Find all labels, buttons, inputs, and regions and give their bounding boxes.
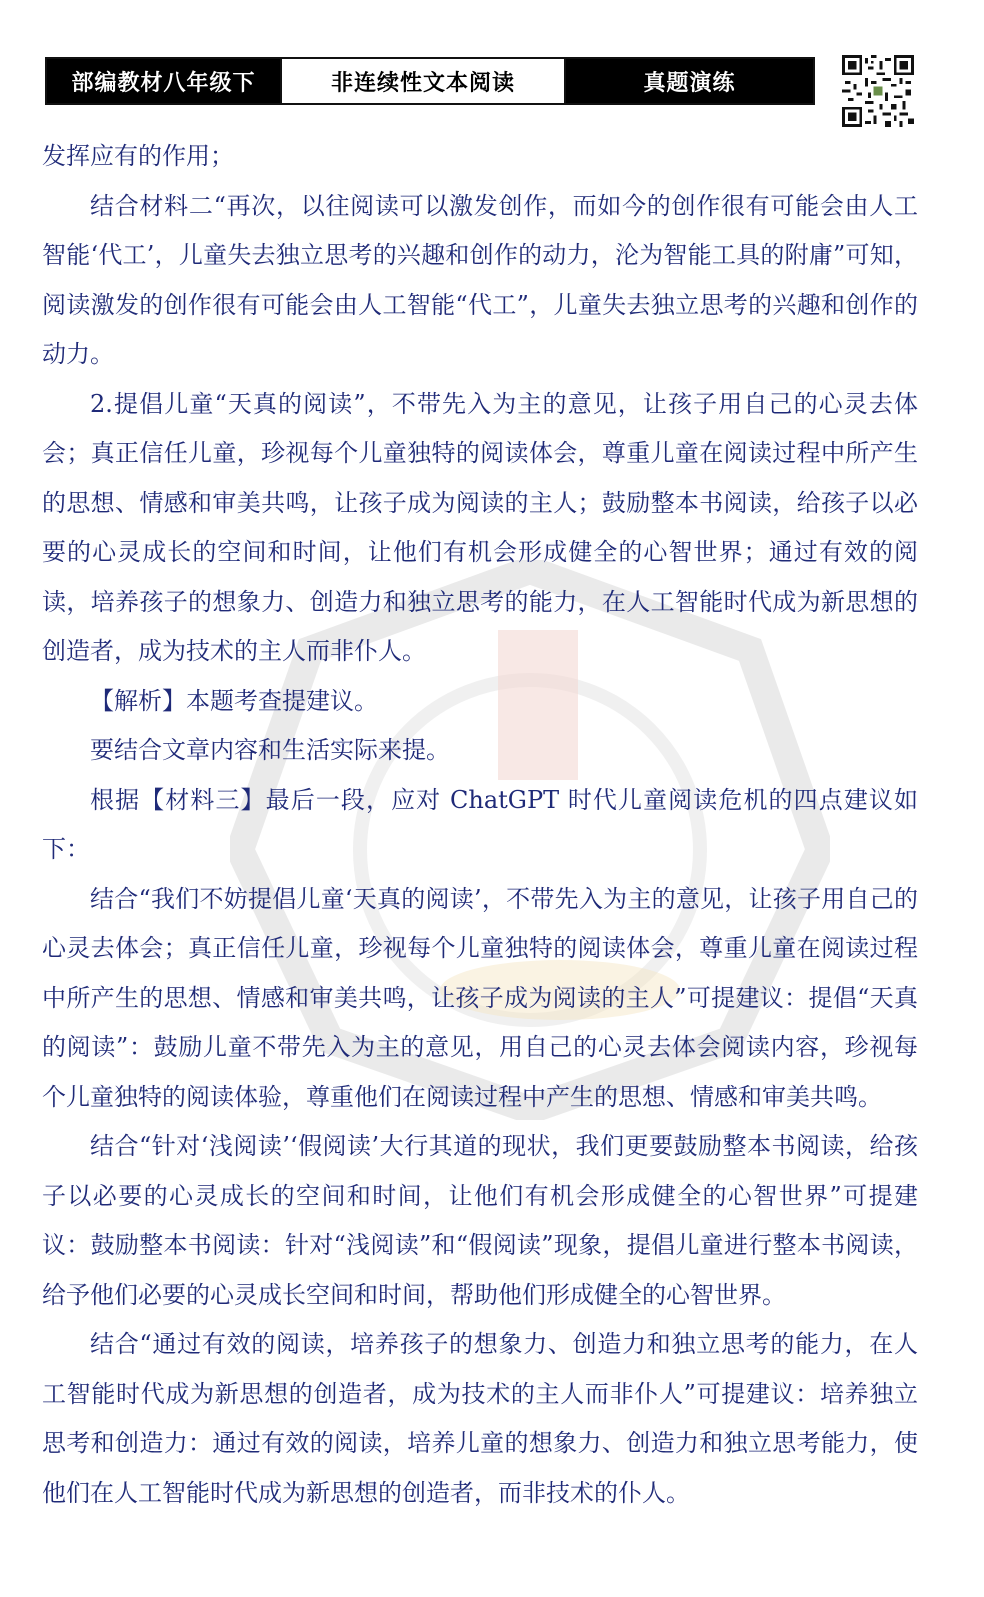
header-bar (45, 57, 815, 105)
paragraph: 2.提倡儿童“天真的阅读”，不带先入为主的意见，让孩子用自己的心灵去体会；真正信任儿童，珍视每个儿童独特的阅读体会，尊重儿童在阅读过程中所产生的思想、情感和审美共鸣，让孩子成为阅读的主人；鼓励整本书阅读，给孩子以必要的心灵成长的空间和时间，让他们有机会形成健全的心智世界；通过有效的阅读，培养孩子的想象力、创造力和独立思考的能力，在人工智能时代成为新思想的创造者，成为技术的主人而非仆人。 (42, 389, 918, 665)
header-topic-label: 非连续性文本阅读 (280, 59, 566, 103)
paragraph: 结合“我们不妨提倡儿童‘天真的阅读’，不带先入为主的意见，让孩子用自己的心灵去体会；真正信任儿童，珍视每个儿童独特的阅读体会，尊重儿童在阅读过程中所产生的思想、情感和审美共鸣，让孩子成为阅读的主人”可提建议：提倡“天真的阅读”：鼓励儿童不带先入为主的意见，用自己的心灵去体会阅读内容，珍视每个儿童独特的阅读体验，尊重他们在阅读过程中产生的思想、情感和审美共鸣。 (42, 884, 918, 1111)
paragraph: 要结合文章内容和生活实际来提。 (90, 736, 450, 764)
document-body (42, 132, 918, 1518)
paragraph: 结合“通过有效的阅读，培养孩子的想象力、创造力和独立思考的能力，在人工智能时代成为新思想的创造者，成为技术的主人而非仆人”可提建议：培养独立思考和创造力：通过有效的阅读，培养儿童的想象力、创造力和独立思考能力，使他们在人工智能时代成为新思想的创造者，而非技术的仆人。 (42, 1330, 918, 1507)
analysis-heading: 【解析】本题考查提建议。 (90, 686, 378, 715)
paragraph: 结合材料二“再次，以往阅读可以激发创作，而如今的创作很有可能会由人工智能‘代工’，儿童失去独立思考的兴趣和创作的动力，沦为智能工具的附庸”可知，阅读激发的创作很有可能会由人工智能“代工”，儿童失去独立思考的兴趣和创作的动力。 (42, 191, 918, 368)
header-section-label: 真题演练 (566, 59, 813, 103)
header-grade-label: 部编教材八年级下 (47, 59, 280, 103)
paragraph: 根据【材料三】最后一段，应对 ChatGPT 时代儿童阅读危机的四点建议如下： (42, 785, 918, 863)
paragraph: 发挥应有的作用； (42, 142, 234, 170)
paragraph: 结合“针对‘浅阅读’‘假阅读’大行其道的现状，我们更要鼓励整本书阅读，给孩子以必要的心灵成长的空间和时间，让他们有机会形成健全的心智世界”可提建议：鼓励整本书阅读：针对“浅阅读”和“假阅读”现象，提倡儿童进行整本书阅读，给予他们必要的心灵成长空间和时间，帮助他们形成健全的心智世界。 (42, 1132, 918, 1309)
qr-code-icon (842, 55, 914, 127)
